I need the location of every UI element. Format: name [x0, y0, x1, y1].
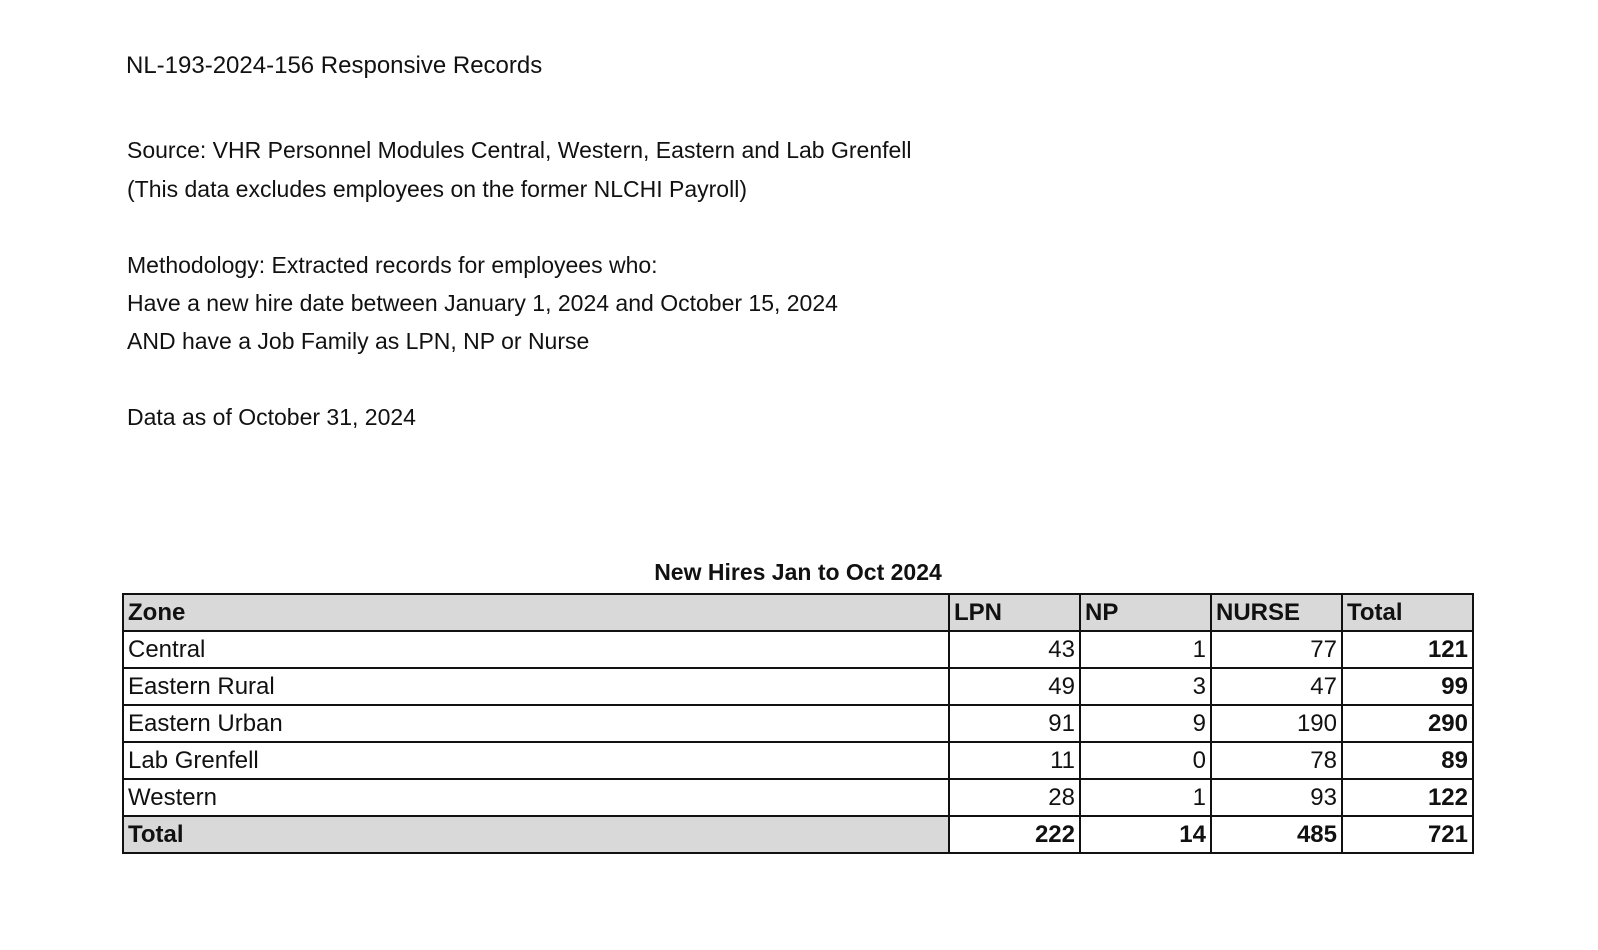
- table-row: [123, 631, 1473, 668]
- header-lpn: LPN: [949, 594, 1080, 631]
- row-total-cell: 122: [1342, 779, 1473, 816]
- zone-cell: Eastern Urban: [123, 705, 949, 742]
- np-cell: 1: [1080, 631, 1211, 668]
- nurse-cell: 93: [1211, 779, 1342, 816]
- nurse-cell: 77: [1211, 631, 1342, 668]
- exclusion-note: (This data excludes employees on the former NLCHI Payroll): [127, 176, 747, 202]
- nurse-cell: 190: [1211, 705, 1342, 742]
- source-line: Source: VHR Personnel Modules Central, Western, Eastern and Lab Grenfell: [127, 137, 912, 163]
- header-np: NP: [1080, 594, 1211, 631]
- np-cell: 3: [1080, 668, 1211, 705]
- header-nurse: NURSE: [1211, 594, 1342, 631]
- lpn-cell: 49: [949, 668, 1080, 705]
- lpn-cell: 43: [949, 631, 1080, 668]
- nurse-cell: 78: [1211, 742, 1342, 779]
- table-row: [123, 779, 1473, 816]
- table-title: New Hires Jan to Oct 2024: [654, 559, 942, 585]
- np-cell: 0: [1080, 742, 1211, 779]
- np-cell: 1: [1080, 779, 1211, 816]
- table-row: [123, 705, 1473, 742]
- total-np-cell: 14: [1080, 816, 1211, 853]
- new-hires-table: [122, 593, 1474, 854]
- methodology-heading: Methodology: Extracted records for employees who:: [127, 252, 658, 278]
- methodology-criterion-job-family: AND have a Job Family as LPN, NP or Nurse: [127, 328, 590, 354]
- total-lpn-cell: 222: [949, 816, 1080, 853]
- table-row: [123, 668, 1473, 705]
- header-total: Total: [1342, 594, 1473, 631]
- nurse-cell: 47: [1211, 668, 1342, 705]
- lpn-cell: 28: [949, 779, 1080, 816]
- lpn-cell: 91: [949, 705, 1080, 742]
- total-nurse-cell: 485: [1211, 816, 1342, 853]
- grand-total-cell: 721: [1342, 816, 1473, 853]
- zone-cell: Eastern Rural: [123, 668, 949, 705]
- row-total-cell: 99: [1342, 668, 1473, 705]
- zone-cell: Western: [123, 779, 949, 816]
- table-total-row: [123, 816, 1473, 853]
- methodology-criterion-hire-date: Have a new hire date between January 1, 2024 and October 15, 2024: [127, 290, 838, 316]
- np-cell: 9: [1080, 705, 1211, 742]
- zone-cell: Lab Grenfell: [123, 742, 949, 779]
- lpn-cell: 11: [949, 742, 1080, 779]
- row-total-cell: 121: [1342, 631, 1473, 668]
- row-total-cell: 290: [1342, 705, 1473, 742]
- data-as-of: Data as of October 31, 2024: [127, 404, 416, 430]
- table-header-row: [123, 594, 1473, 631]
- zone-cell: Central: [123, 631, 949, 668]
- total-label-cell: Total: [123, 816, 949, 853]
- row-total-cell: 89: [1342, 742, 1473, 779]
- document-title: NL-193-2024-156 Responsive Records: [126, 52, 543, 79]
- header-zone: Zone: [123, 594, 949, 631]
- table-row: [123, 742, 1473, 779]
